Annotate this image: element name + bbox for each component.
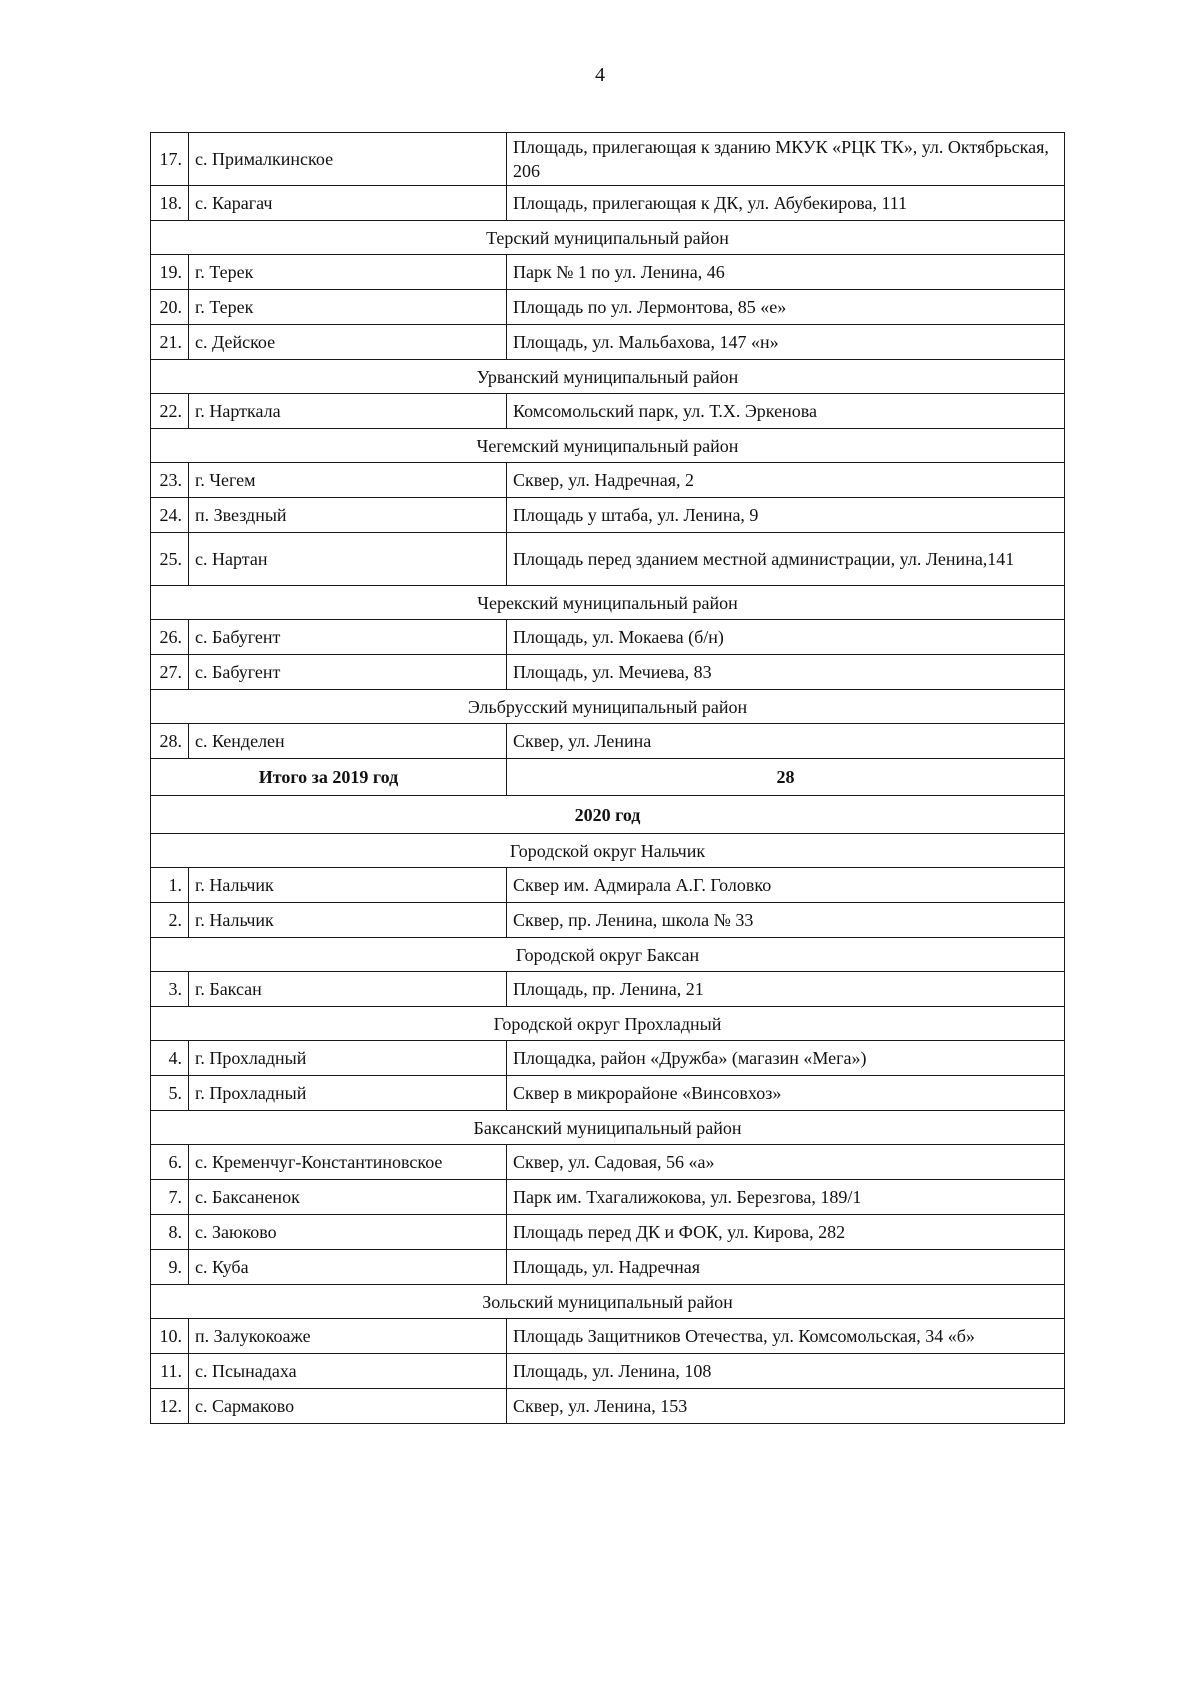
table-row xyxy=(151,498,1065,533)
row-number: 8. xyxy=(151,1215,189,1250)
table-row xyxy=(151,1389,1065,1424)
table-row xyxy=(151,903,1065,938)
table-row xyxy=(151,1041,1065,1076)
table-row xyxy=(151,1354,1065,1389)
row-number: 23. xyxy=(151,463,189,498)
table-row xyxy=(151,1319,1065,1354)
row-number: 6. xyxy=(151,1145,189,1180)
section-title: Городской округ Прохладный xyxy=(151,1007,1065,1041)
section-title: Эльбрусский муниципальный район xyxy=(151,690,1065,724)
row-locality: г. Нальчик xyxy=(189,903,507,938)
year-title: 2020 год xyxy=(151,796,1065,834)
row-number: 12. xyxy=(151,1389,189,1424)
section-title: Чегемский муниципальный район xyxy=(151,429,1065,463)
row-address: Площадь, прилегающая к зданию МКУК «РЦК ТК», ул. Октябрьская, 206 xyxy=(507,133,1065,186)
section-header-row xyxy=(151,1007,1065,1041)
row-address: Площадь, ул. Ленина, 108 xyxy=(507,1354,1065,1389)
table-row xyxy=(151,1250,1065,1285)
row-address: Площадка, район «Дружба» (магазин «Мега») xyxy=(507,1041,1065,1076)
row-address: Площадь, ул. Надречная xyxy=(507,1250,1065,1285)
table-row xyxy=(151,972,1065,1007)
row-address: Площадь перед ДК и ФОК, ул. Кирова, 282 xyxy=(507,1215,1065,1250)
row-address: Сквер, пр. Ленина, школа № 33 xyxy=(507,903,1065,938)
row-number: 9. xyxy=(151,1250,189,1285)
row-address: Площадь, прилегающая к ДК, ул. Абубекирова, 111 xyxy=(507,186,1065,221)
row-address: Сквер, ул. Ленина xyxy=(507,724,1065,759)
row-number: 19. xyxy=(151,255,189,290)
total-row xyxy=(151,759,1065,796)
section-title: Баксанский муниципальный район xyxy=(151,1111,1065,1145)
row-locality: с. Прималкинское xyxy=(189,133,507,186)
table-row xyxy=(151,868,1065,903)
row-number: 22. xyxy=(151,394,189,429)
section-title: Зольский муниципальный район xyxy=(151,1285,1065,1319)
row-address: Площадь, ул. Мокаева (б/н) xyxy=(507,620,1065,655)
section-header-row xyxy=(151,221,1065,255)
row-number: 3. xyxy=(151,972,189,1007)
section-header-row xyxy=(151,1111,1065,1145)
table-row xyxy=(151,1215,1065,1250)
row-locality: г. Нарткала xyxy=(189,394,507,429)
row-address: Площадь, ул. Мечиева, 83 xyxy=(507,655,1065,690)
row-locality: с. Кенделен xyxy=(189,724,507,759)
row-address: Сквер в микрорайоне «Винсовхоз» xyxy=(507,1076,1065,1111)
row-address: Площадь Защитников Отечества, ул. Комсомольская, 34 «б» xyxy=(507,1319,1065,1354)
row-locality: п. Залукокоаже xyxy=(189,1319,507,1354)
row-number: 24. xyxy=(151,498,189,533)
row-number: 25. xyxy=(151,533,189,586)
row-number: 4. xyxy=(151,1041,189,1076)
row-locality: г. Терек xyxy=(189,255,507,290)
row-address: Площадь, ул. Мальбахова, 147 «н» xyxy=(507,325,1065,360)
table-row xyxy=(151,290,1065,325)
table-row xyxy=(151,463,1065,498)
row-locality: с. Куба xyxy=(189,1250,507,1285)
row-address: Парк им. Тхагалижокова, ул. Березгова, 189/1 xyxy=(507,1180,1065,1215)
section-header-row xyxy=(151,690,1065,724)
row-locality: с. Бабугент xyxy=(189,620,507,655)
row-locality: с. Сармаково xyxy=(189,1389,507,1424)
row-number: 10. xyxy=(151,1319,189,1354)
section-title: Урванский муниципальный район xyxy=(151,360,1065,394)
table-row xyxy=(151,1180,1065,1215)
row-locality: г. Прохладный xyxy=(189,1041,507,1076)
table-row xyxy=(151,655,1065,690)
row-locality: г. Чегем xyxy=(189,463,507,498)
table-row xyxy=(151,1145,1065,1180)
table-row xyxy=(151,325,1065,360)
row-number: 27. xyxy=(151,655,189,690)
row-address: Площадь по ул. Лермонтова, 85 «е» xyxy=(507,290,1065,325)
table-row xyxy=(151,186,1065,221)
row-address: Площадь, пр. Ленина, 21 xyxy=(507,972,1065,1007)
locations-table xyxy=(150,132,1065,1424)
row-address: Сквер им. Адмирала А.Г. Головко xyxy=(507,868,1065,903)
row-address: Площадь перед зданием местной администрации, ул. Ленина,141 xyxy=(507,533,1065,586)
section-title: Городской округ Баксан xyxy=(151,938,1065,972)
section-header-row xyxy=(151,1285,1065,1319)
row-locality: г. Прохладный xyxy=(189,1076,507,1111)
row-number: 20. xyxy=(151,290,189,325)
total-label: Итого за 2019 год xyxy=(151,759,507,796)
section-title: Терский муниципальный район xyxy=(151,221,1065,255)
row-number: 28. xyxy=(151,724,189,759)
row-locality: г. Нальчик xyxy=(189,868,507,903)
table-row xyxy=(151,1076,1065,1111)
page-number: 4 xyxy=(595,64,605,86)
section-header-row xyxy=(151,834,1065,868)
row-address: Парк № 1 по ул. Ленина, 46 xyxy=(507,255,1065,290)
row-locality: с. Баксаненок xyxy=(189,1180,507,1215)
row-number: 11. xyxy=(151,1354,189,1389)
row-locality: с. Дейское xyxy=(189,325,507,360)
table-row xyxy=(151,724,1065,759)
row-address: Площадь у штаба, ул. Ленина, 9 xyxy=(507,498,1065,533)
row-number: 21. xyxy=(151,325,189,360)
row-locality: с. Кременчуг-Константиновское xyxy=(189,1145,507,1180)
row-locality: с. Карагач xyxy=(189,186,507,221)
locations-table-body xyxy=(151,133,1065,1424)
table-row xyxy=(151,620,1065,655)
row-number: 26. xyxy=(151,620,189,655)
row-address: Сквер, ул. Ленина, 153 xyxy=(507,1389,1065,1424)
table-row xyxy=(151,533,1065,586)
row-locality: г. Терек xyxy=(189,290,507,325)
row-number: 7. xyxy=(151,1180,189,1215)
row-locality: г. Баксан xyxy=(189,972,507,1007)
row-locality: с. Заюково xyxy=(189,1215,507,1250)
section-header-row xyxy=(151,360,1065,394)
section-title: Городской округ Нальчик xyxy=(151,834,1065,868)
row-locality: с. Нартан xyxy=(189,533,507,586)
table-row xyxy=(151,133,1065,186)
row-locality: п. Звездный xyxy=(189,498,507,533)
row-number: 5. xyxy=(151,1076,189,1111)
section-header-row xyxy=(151,938,1065,972)
table-row xyxy=(151,255,1065,290)
row-address: Сквер, ул. Надречная, 2 xyxy=(507,463,1065,498)
section-header-row xyxy=(151,429,1065,463)
total-value: 28 xyxy=(507,759,1065,796)
row-number: 2. xyxy=(151,903,189,938)
section-title: Черекский муниципальный район xyxy=(151,586,1065,620)
row-locality: с. Бабугент xyxy=(189,655,507,690)
row-number: 1. xyxy=(151,868,189,903)
row-locality: с. Псынадаха xyxy=(189,1354,507,1389)
row-address: Сквер, ул. Садовая, 56 «а» xyxy=(507,1145,1065,1180)
row-number: 18. xyxy=(151,186,189,221)
row-number: 17. xyxy=(151,133,189,186)
row-address: Комсомольский парк, ул. Т.Х. Эркенова xyxy=(507,394,1065,429)
section-header-row xyxy=(151,586,1065,620)
table-row xyxy=(151,394,1065,429)
year-header-row xyxy=(151,796,1065,834)
